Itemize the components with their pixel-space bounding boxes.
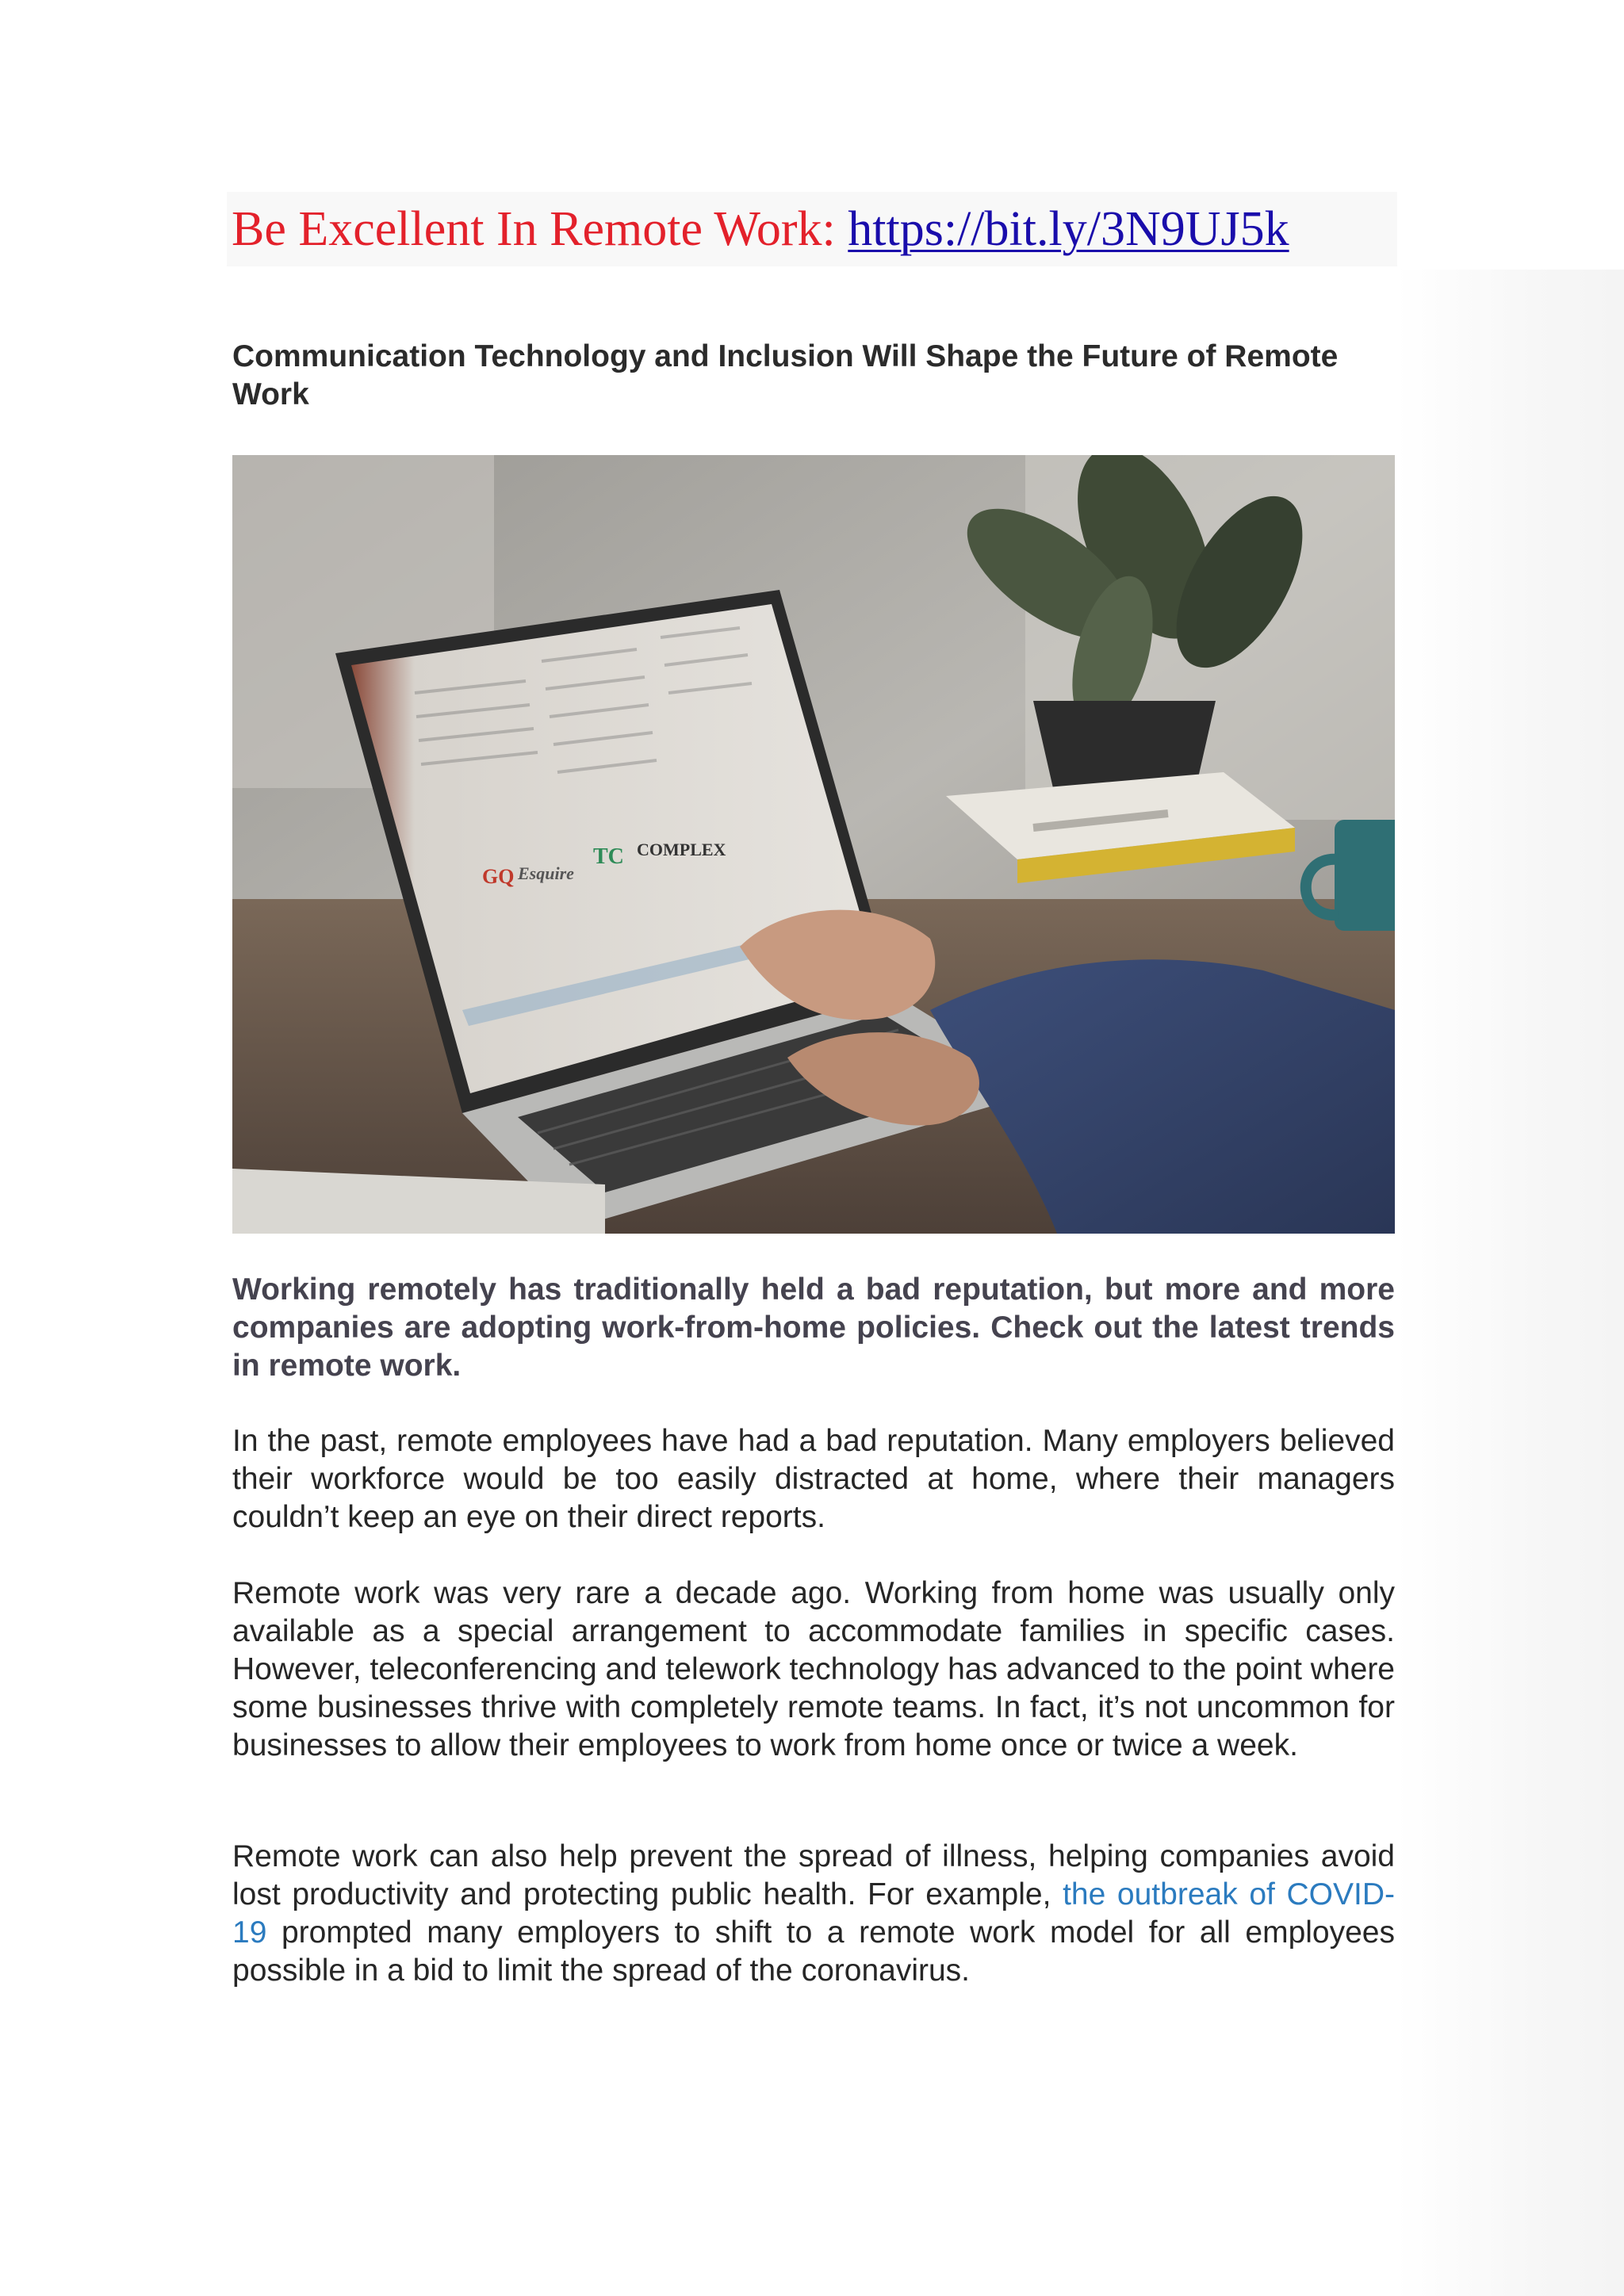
screen-logo-esquire: Esquire	[518, 863, 574, 883]
paragraph-2: Remote work was very rare a decade ago. Working from home was usually only available as a special arrangement to accommodate families in specific cases. However, teleconferencing and telework technology has advanced to the point where some businesses thrive with completely remote teams. In fact, it’s not uncommon for businesses to allow their employees to work from home once or twice a week.	[232, 1576, 1395, 1762]
article-lead: Working remotely has traditionally held a bad reputation, but more and more companies are adopting work-from-home policies. Check out the latest trends in remote work.	[232, 1272, 1395, 1383]
promo-banner	[227, 192, 1397, 266]
screen-logo-complex: COMPLEX	[637, 840, 726, 859]
banner-label: Be Excellent In Remote Work:	[232, 202, 836, 256]
screen-logo-tc: TC	[593, 844, 624, 869]
article-headline: Communication Technology and Inclusion Will Shape the Future of Remote Work	[232, 339, 1339, 411]
screen-logo-gq: GQ	[482, 865, 515, 888]
hero-image	[232, 455, 1395, 1234]
paragraph-3	[232, 1838, 1395, 1990]
paragraph-3-before: Remote work can also help prevent the spread of illness, helping companies avoid lost productivity and protecting public health. For example,	[232, 1839, 1395, 1911]
banner-link[interactable]: https://bit.ly/3N9UJ5k	[848, 202, 1289, 256]
paragraph-1: In the past, remote employees have had a bad reputation. Many employers believed their workforce would be too easily distracted at home, where their managers couldn’t keep an eye on their direct reports.	[232, 1424, 1395, 1534]
covid-outbreak-link[interactable]: the outbreak of COVID-19	[232, 1877, 1395, 1950]
paragraph-3-after: prompted many employers to shift to a remote work model for all employees possible in a bid to limit the spread of the coronavirus.	[232, 1915, 1395, 1988]
